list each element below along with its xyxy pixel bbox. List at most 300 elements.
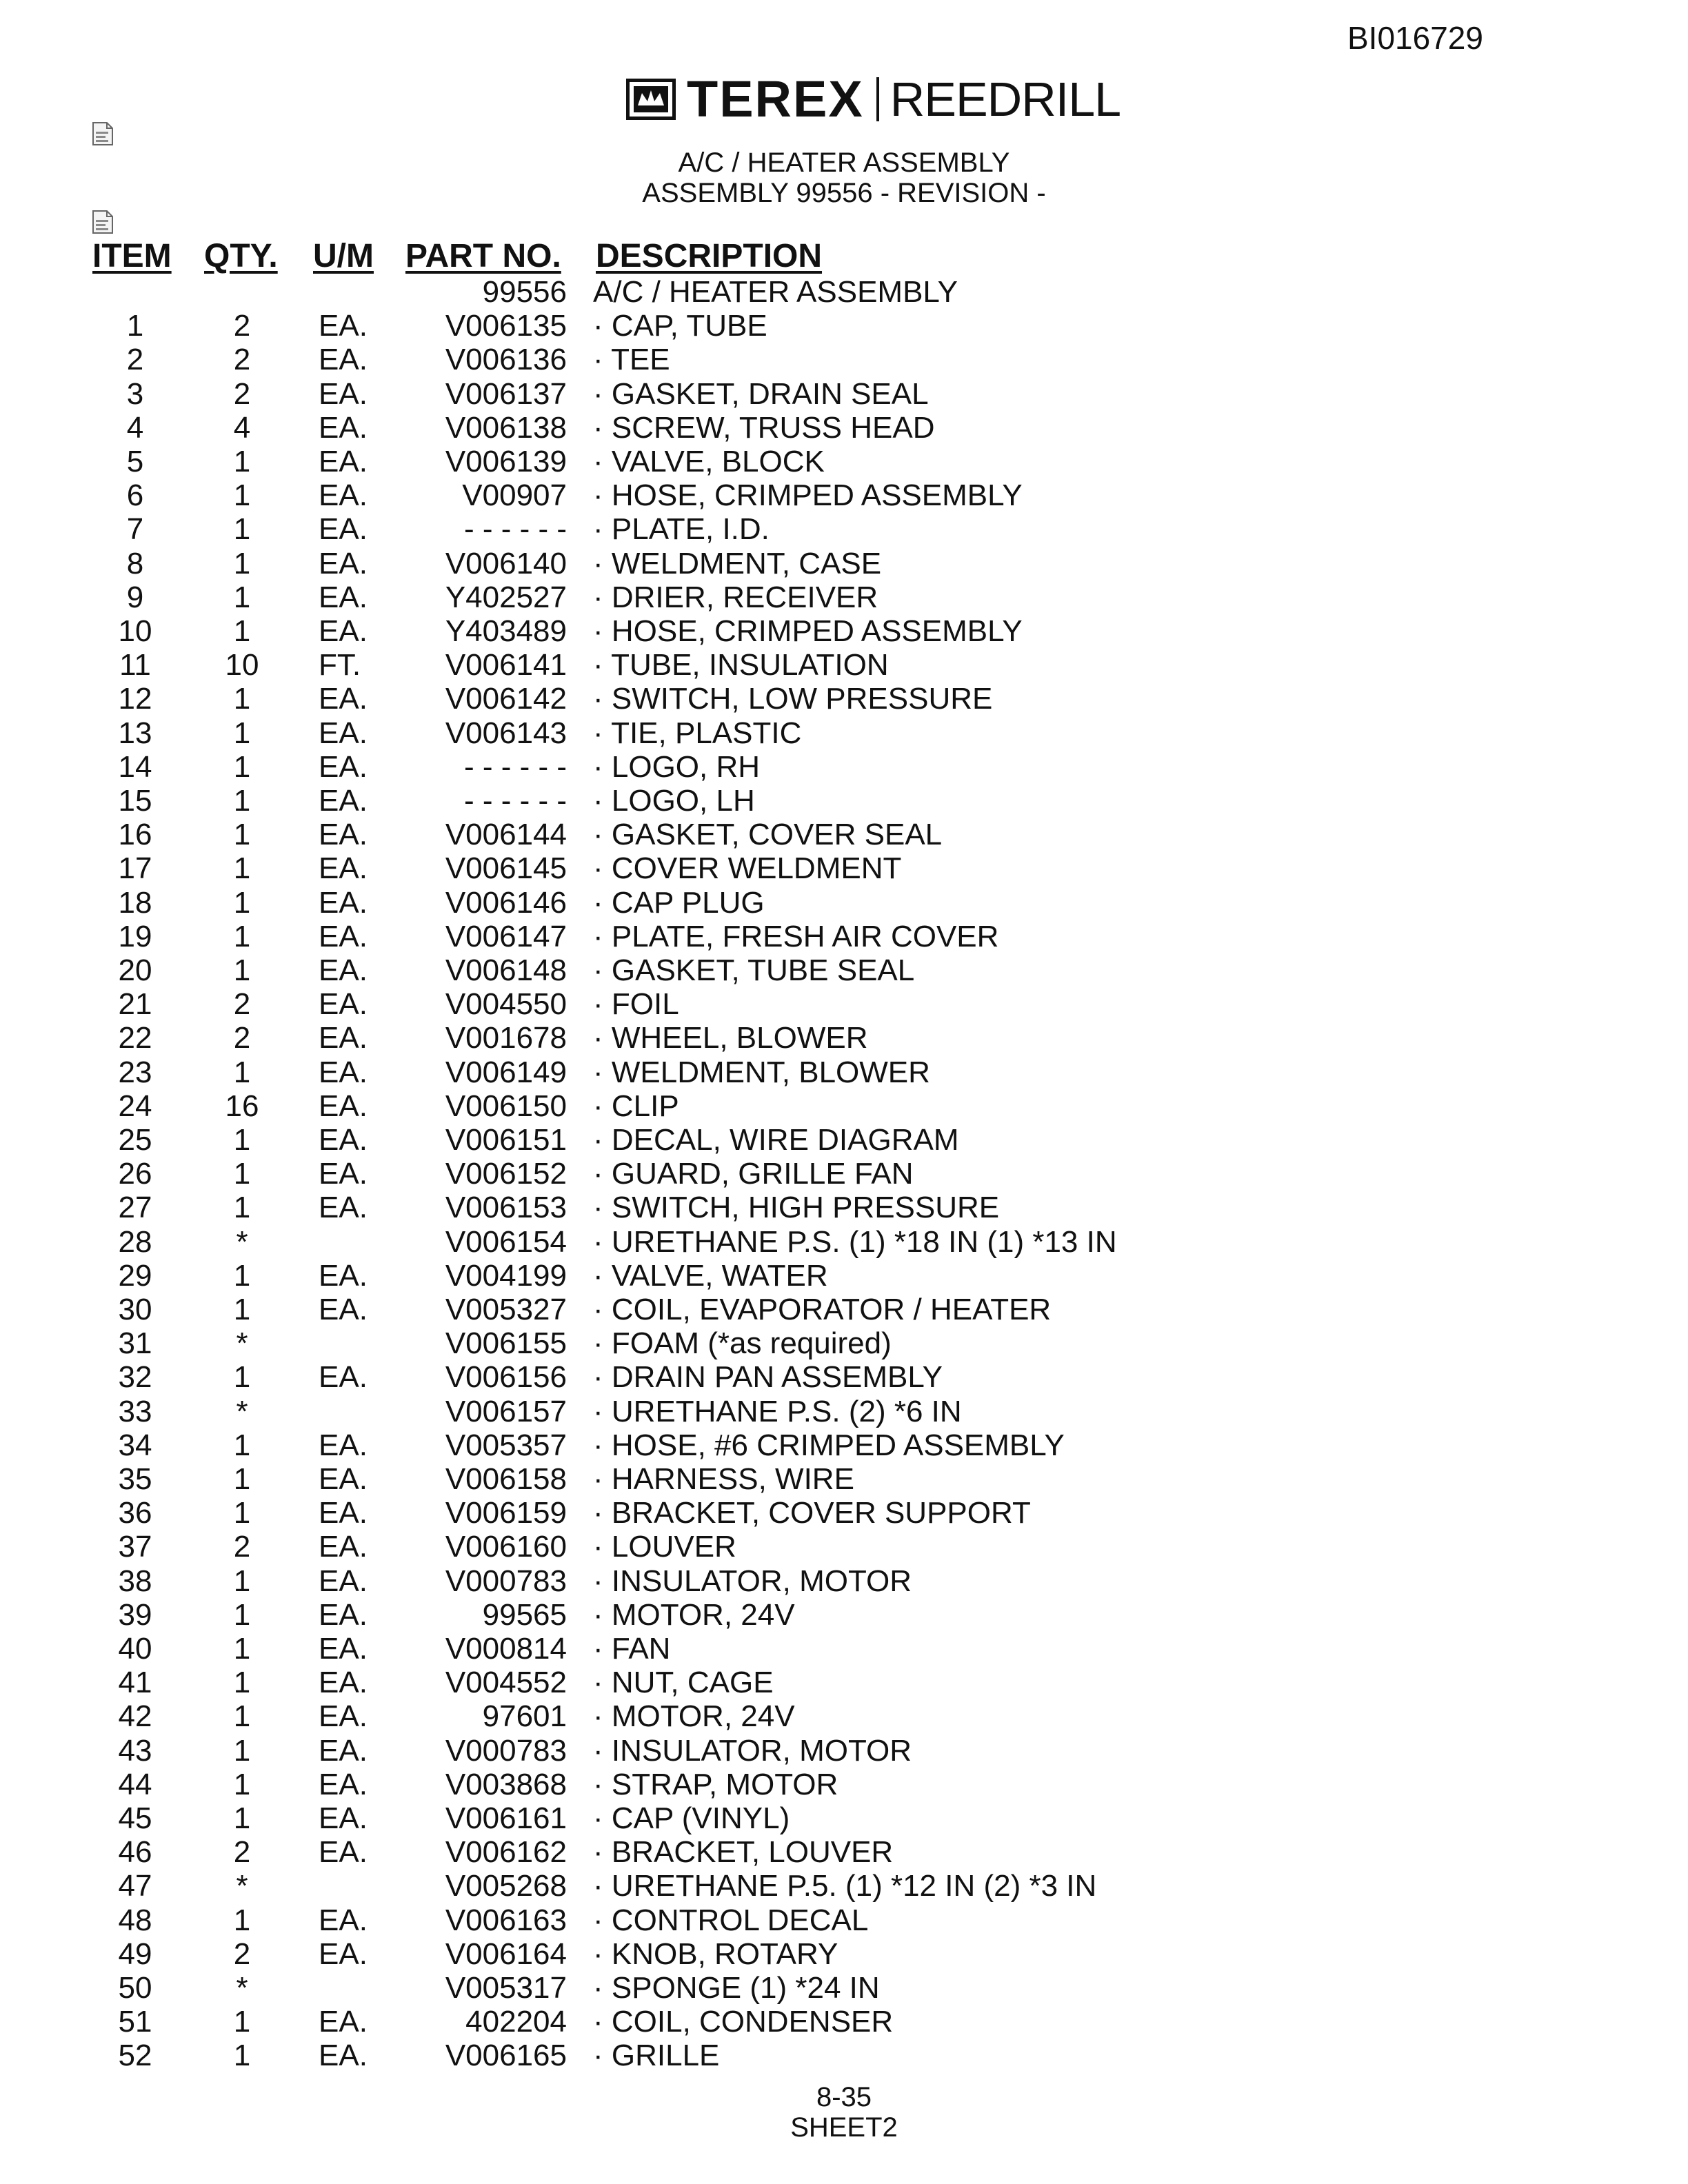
description-cell: · URETHANE P.S. (2) *6 IN bbox=[593, 1395, 962, 1428]
part-no-cell: V006157 bbox=[445, 1395, 567, 1428]
qty-cell: 1 bbox=[233, 682, 251, 716]
part-no-cell: V006163 bbox=[445, 1903, 567, 1937]
part-no-cell: V000783 bbox=[445, 1564, 567, 1598]
qty-cell: * bbox=[236, 1869, 248, 1903]
qty-cell: 1 bbox=[233, 1564, 251, 1598]
description-cell: · INSULATOR, MOTOR bbox=[593, 1564, 912, 1598]
qty-cell: 1 bbox=[233, 1734, 251, 1768]
item-cell: 26 bbox=[118, 1157, 152, 1191]
qty-cell: 10 bbox=[225, 648, 259, 682]
brand-name: TEREX bbox=[687, 70, 864, 128]
part-no-cell: V006162 bbox=[445, 1835, 567, 1869]
qty-cell: 1 bbox=[233, 1123, 251, 1157]
part-no-cell: V006138 bbox=[445, 411, 567, 445]
um-cell: EA. bbox=[319, 309, 368, 343]
um-cell: EA. bbox=[319, 1259, 368, 1293]
qty-cell: 1 bbox=[233, 716, 251, 750]
qty-cell: * bbox=[236, 1326, 248, 1360]
qty-cell: * bbox=[236, 1395, 248, 1428]
item-cell: 39 bbox=[118, 1598, 152, 1632]
item-cell: 50 bbox=[118, 1971, 152, 2005]
table-row bbox=[0, 785, 1688, 818]
part-no-cell: V006153 bbox=[445, 1191, 567, 1224]
um-cell: EA. bbox=[319, 1632, 368, 1666]
qty-cell: 1 bbox=[233, 1293, 251, 1326]
part-no-cell: V006149 bbox=[445, 1055, 567, 1089]
part-no-cell: V006137 bbox=[445, 377, 567, 411]
part-no-cell: V006139 bbox=[445, 445, 567, 478]
qty-cell: * bbox=[236, 1971, 248, 2005]
item-cell: 22 bbox=[118, 1021, 152, 1055]
item-cell: 24 bbox=[118, 1089, 152, 1123]
description-cell: · CLIP bbox=[593, 1089, 679, 1123]
part-no-cell: Y402527 bbox=[445, 580, 567, 614]
um-cell: EA. bbox=[319, 851, 368, 885]
part-no-cell: V005317 bbox=[445, 1971, 567, 2005]
qty-cell: 2 bbox=[233, 1530, 251, 1564]
qty-cell: 1 bbox=[233, 1903, 251, 1937]
item-cell: 44 bbox=[118, 1768, 152, 1801]
qty-cell: 1 bbox=[233, 750, 251, 784]
qty-cell: 2 bbox=[233, 343, 251, 376]
description-cell: · FOAM (*as required) bbox=[593, 1326, 892, 1360]
um-cell: EA. bbox=[319, 1089, 368, 1123]
item-cell: 5 bbox=[126, 445, 144, 478]
part-no-cell: V003868 bbox=[445, 1768, 567, 1801]
description-cell: · HOSE, CRIMPED ASSEMBLY bbox=[593, 478, 1023, 512]
assembly-title: A/C / HEATER ASSEMBLY bbox=[678, 148, 1010, 178]
item-cell: 20 bbox=[118, 953, 152, 987]
qty-cell: 1 bbox=[233, 1191, 251, 1224]
part-no-cell: V006135 bbox=[445, 309, 567, 343]
um-cell: EA. bbox=[319, 1699, 368, 1733]
part-no-cell: V006151 bbox=[445, 1123, 567, 1157]
um-cell: EA. bbox=[319, 920, 368, 953]
description-cell: · GUARD, GRILLE FAN bbox=[593, 1157, 914, 1191]
part-no-cell: V006155 bbox=[445, 1326, 567, 1360]
part-no-cell: V006143 bbox=[445, 716, 567, 750]
item-cell: 4 bbox=[126, 411, 144, 445]
qty-cell: 1 bbox=[233, 478, 251, 512]
part-no-cell: V006150 bbox=[445, 1089, 567, 1123]
qty-cell: 1 bbox=[233, 784, 251, 818]
part-no-cell: V006154 bbox=[445, 1225, 567, 1259]
terex-logo-icon bbox=[626, 79, 676, 120]
qty-cell: 1 bbox=[233, 1259, 251, 1293]
item-cell: 2 bbox=[126, 343, 144, 376]
description-cell: · LOGO, LH bbox=[593, 784, 755, 818]
um-cell: EA. bbox=[319, 716, 368, 750]
description-cell: · WELDMENT, CASE bbox=[593, 547, 882, 580]
description-cell: · COIL, EVAPORATOR / HEATER bbox=[593, 1293, 1052, 1326]
table-row bbox=[0, 1191, 1688, 1224]
table-row bbox=[0, 615, 1688, 648]
table-row bbox=[0, 1361, 1688, 1394]
um-cell: EA. bbox=[319, 1903, 368, 1937]
table-row bbox=[0, 1226, 1688, 1259]
part-no-cell: V006158 bbox=[445, 1462, 567, 1496]
table-row bbox=[0, 751, 1688, 784]
item-cell: 30 bbox=[118, 1293, 152, 1326]
part-no-cell: V004550 bbox=[445, 987, 567, 1021]
item-cell: 27 bbox=[118, 1191, 152, 1224]
description-cell: · URETHANE P.5. (1) *12 IN (2) *3 IN bbox=[593, 1869, 1097, 1903]
description-cell: · SPONGE (1) *24 IN bbox=[593, 1971, 880, 2005]
table-row bbox=[0, 1632, 1688, 1666]
part-no-cell: - - - - - - bbox=[463, 784, 567, 818]
item-cell: 33 bbox=[118, 1395, 152, 1428]
table-row bbox=[0, 1327, 1688, 1360]
qty-cell: 1 bbox=[233, 1428, 251, 1462]
table-row bbox=[0, 1904, 1688, 1937]
description-cell: · SCREW, TRUSS HEAD bbox=[593, 411, 935, 445]
description-cell: · LOGO, RH bbox=[593, 750, 761, 784]
item-cell: 36 bbox=[118, 1496, 152, 1530]
description-cell: · GASKET, COVER SEAL bbox=[593, 818, 943, 851]
part-no-cell: 99556 bbox=[482, 275, 567, 309]
qty-cell: 2 bbox=[233, 1835, 251, 1869]
item-cell: 14 bbox=[118, 750, 152, 784]
um-cell: EA. bbox=[319, 1666, 368, 1699]
part-no-cell: V006152 bbox=[445, 1157, 567, 1191]
description-cell: · KNOB, ROTARY bbox=[593, 1937, 838, 1971]
description-cell: · CONTROL DECAL bbox=[593, 1903, 869, 1937]
description-cell: · GASKET, DRAIN SEAL bbox=[593, 377, 929, 411]
table-row bbox=[0, 1836, 1688, 1869]
item-cell: 51 bbox=[118, 2005, 152, 2039]
um-cell: EA. bbox=[319, 1835, 368, 1869]
page-number: 8-35 bbox=[816, 2082, 872, 2112]
item-cell: 6 bbox=[126, 478, 144, 512]
terex-reedrill-logo bbox=[626, 70, 1121, 128]
table-row bbox=[0, 1565, 1688, 1598]
um-cell: EA. bbox=[319, 580, 368, 614]
part-no-cell: V006136 bbox=[445, 343, 567, 376]
table-row bbox=[0, 1429, 1688, 1462]
description-cell: · CAP PLUG bbox=[593, 886, 765, 920]
table-row bbox=[0, 479, 1688, 512]
qty-cell: 1 bbox=[233, 1632, 251, 1666]
part-no-cell: V006140 bbox=[445, 547, 567, 580]
um-cell: EA. bbox=[319, 1055, 368, 1089]
qty-cell: 1 bbox=[233, 1157, 251, 1191]
qty-cell: 1 bbox=[233, 1462, 251, 1496]
table-row bbox=[0, 343, 1688, 376]
qty-cell: 16 bbox=[225, 1089, 259, 1123]
document-id: BI016729 bbox=[1347, 20, 1483, 56]
header-part-no: PART NO. bbox=[405, 238, 561, 274]
table-row bbox=[0, 1395, 1688, 1428]
um-cell: EA. bbox=[319, 343, 368, 376]
description-cell: · INSULATOR, MOTOR bbox=[593, 1734, 912, 1768]
description-cell: · COVER WELDMENT bbox=[593, 851, 902, 885]
qty-cell: 1 bbox=[233, 1598, 251, 1632]
um-cell: EA. bbox=[319, 2005, 368, 2039]
part-no-cell: V006141 bbox=[445, 648, 567, 682]
part-no-cell: V00907 bbox=[462, 478, 567, 512]
um-cell: EA. bbox=[319, 953, 368, 987]
description-cell: · GRILLE bbox=[593, 2039, 720, 2072]
sub-brand-name: REEDRILL bbox=[890, 72, 1121, 126]
um-cell: EA. bbox=[319, 377, 368, 411]
item-cell: 7 bbox=[126, 512, 144, 546]
document-icon[interactable] bbox=[91, 210, 114, 234]
header-um: U/M bbox=[313, 238, 374, 274]
um-cell: EA. bbox=[319, 512, 368, 546]
um-cell: EA. bbox=[319, 1768, 368, 1801]
item-cell: 52 bbox=[118, 2039, 152, 2072]
description-cell: · SWITCH, LOW PRESSURE bbox=[593, 682, 993, 716]
item-cell: 16 bbox=[118, 818, 152, 851]
table-row bbox=[0, 1530, 1688, 1564]
table-row bbox=[0, 1700, 1688, 1733]
table-row bbox=[0, 920, 1688, 953]
um-cell: EA. bbox=[319, 2039, 368, 2072]
item-cell: 47 bbox=[118, 1869, 152, 1903]
qty-cell: 1 bbox=[233, 512, 251, 546]
qty-cell: 1 bbox=[233, 614, 251, 648]
item-cell: 17 bbox=[118, 851, 152, 885]
qty-cell: * bbox=[236, 1225, 248, 1259]
table-row bbox=[0, 954, 1688, 987]
part-no-cell: 99565 bbox=[482, 1598, 567, 1632]
item-cell: 12 bbox=[118, 682, 152, 716]
table-row bbox=[0, 1056, 1688, 1089]
um-cell: EA. bbox=[319, 818, 368, 851]
part-no-cell: V005327 bbox=[445, 1293, 567, 1326]
table-row bbox=[0, 1972, 1688, 2005]
qty-cell: 1 bbox=[233, 920, 251, 953]
item-cell: 43 bbox=[118, 1734, 152, 1768]
part-no-cell: V004199 bbox=[445, 1259, 567, 1293]
header-item: ITEM bbox=[92, 238, 172, 274]
item-cell: 38 bbox=[118, 1564, 152, 1598]
table-row bbox=[0, 378, 1688, 411]
qty-cell: 1 bbox=[233, 1801, 251, 1835]
um-cell: EA. bbox=[319, 1123, 368, 1157]
part-no-cell: - - - - - - bbox=[463, 750, 567, 784]
um-cell: EA. bbox=[319, 1801, 368, 1835]
qty-cell: 1 bbox=[233, 886, 251, 920]
description-cell: · HOSE, CRIMPED ASSEMBLY bbox=[593, 614, 1023, 648]
um-cell: EA. bbox=[319, 411, 368, 445]
item-cell: 49 bbox=[118, 1937, 152, 1971]
table-row bbox=[0, 1463, 1688, 1496]
table-row bbox=[0, 513, 1688, 546]
description-cell: · CAP (VINYL) bbox=[593, 1801, 790, 1835]
um-cell: EA. bbox=[319, 1021, 368, 1055]
table-row bbox=[0, 717, 1688, 750]
part-no-cell: V006147 bbox=[445, 920, 567, 953]
qty-cell: 4 bbox=[233, 411, 251, 445]
item-cell: 42 bbox=[118, 1699, 152, 1733]
item-cell: 25 bbox=[118, 1123, 152, 1157]
table-row bbox=[0, 1124, 1688, 1157]
table-row bbox=[0, 276, 1688, 309]
description-cell: · FOIL bbox=[593, 987, 679, 1021]
part-no-cell: V006160 bbox=[445, 1530, 567, 1564]
part-no-cell: V001678 bbox=[445, 1021, 567, 1055]
um-cell: EA. bbox=[319, 784, 368, 818]
table-row bbox=[0, 445, 1688, 478]
part-no-cell: 402204 bbox=[465, 2005, 567, 2039]
part-no-cell: V006159 bbox=[445, 1496, 567, 1530]
part-no-cell: V006146 bbox=[445, 886, 567, 920]
item-cell: 29 bbox=[118, 1259, 152, 1293]
qty-cell: 2 bbox=[233, 987, 251, 1021]
item-cell: 40 bbox=[118, 1632, 152, 1666]
um-cell: EA. bbox=[319, 1293, 368, 1326]
part-no-cell: V006156 bbox=[445, 1360, 567, 1394]
um-cell: EA. bbox=[319, 1598, 368, 1632]
qty-cell: 1 bbox=[233, 580, 251, 614]
um-cell: EA. bbox=[319, 478, 368, 512]
part-no-cell: V006148 bbox=[445, 953, 567, 987]
table-row bbox=[0, 887, 1688, 920]
qty-cell: 1 bbox=[233, 2039, 251, 2072]
item-cell: 37 bbox=[118, 1530, 152, 1564]
table-row bbox=[0, 2039, 1688, 2072]
qty-cell: 1 bbox=[233, 1768, 251, 1801]
table-row bbox=[0, 1293, 1688, 1326]
um-cell: EA. bbox=[319, 750, 368, 784]
um-cell: EA. bbox=[319, 682, 368, 716]
logo-divider bbox=[876, 77, 879, 121]
um-cell: EA. bbox=[319, 1360, 368, 1394]
table-row bbox=[0, 1768, 1688, 1801]
part-no-cell: V000814 bbox=[445, 1632, 567, 1666]
qty-cell: 1 bbox=[233, 1055, 251, 1089]
um-cell: EA. bbox=[319, 1191, 368, 1224]
item-cell: 46 bbox=[118, 1835, 152, 1869]
item-cell: 31 bbox=[118, 1326, 152, 1360]
qty-cell: 1 bbox=[233, 1360, 251, 1394]
description-cell: · TEE bbox=[593, 343, 670, 376]
item-cell: 18 bbox=[118, 886, 152, 920]
table-row bbox=[0, 310, 1688, 343]
table-row bbox=[0, 1090, 1688, 1123]
item-cell: 13 bbox=[118, 716, 152, 750]
description-cell: · BRACKET, LOUVER bbox=[593, 1835, 894, 1869]
description-cell: · CAP, TUBE bbox=[593, 309, 767, 343]
table-row bbox=[0, 1735, 1688, 1768]
description-cell: · DRIER, RECEIVER bbox=[593, 580, 878, 614]
table-row bbox=[0, 852, 1688, 885]
item-cell: 3 bbox=[126, 377, 144, 411]
um-cell: EA. bbox=[319, 987, 368, 1021]
description-cell: · DECAL, WIRE DIAGRAM bbox=[593, 1123, 959, 1157]
qty-cell: 2 bbox=[233, 309, 251, 343]
table-row bbox=[0, 2005, 1688, 2039]
table-row bbox=[0, 1938, 1688, 1971]
item-cell: 41 bbox=[118, 1666, 152, 1699]
part-no-cell: V000783 bbox=[445, 1734, 567, 1768]
item-cell: 45 bbox=[118, 1801, 152, 1835]
description-cell: A/C / HEATER ASSEMBLY bbox=[593, 275, 958, 309]
item-cell: 48 bbox=[118, 1903, 152, 1937]
qty-cell: 2 bbox=[233, 1021, 251, 1055]
um-cell: EA. bbox=[319, 1734, 368, 1768]
table-row bbox=[0, 682, 1688, 716]
um-cell: EA. bbox=[319, 1937, 368, 1971]
item-cell: 9 bbox=[126, 580, 144, 614]
sheet-label: SHEET2 bbox=[790, 2112, 898, 2143]
um-cell: EA. bbox=[319, 1462, 368, 1496]
um-cell: EA. bbox=[319, 614, 368, 648]
item-cell: 21 bbox=[118, 987, 152, 1021]
um-cell: FT. bbox=[319, 648, 361, 682]
table-row bbox=[0, 1260, 1688, 1293]
description-cell: · VALVE, BLOCK bbox=[593, 445, 825, 478]
description-cell: · STRAP, MOTOR bbox=[593, 1768, 838, 1801]
description-cell: · BRACKET, COVER SUPPORT bbox=[593, 1496, 1031, 1530]
description-cell: · HOSE, #6 CRIMPED ASSEMBLY bbox=[593, 1428, 1065, 1462]
description-cell: · TUBE, INSULATION bbox=[593, 648, 889, 682]
qty-cell: 1 bbox=[233, 547, 251, 580]
description-cell: · VALVE, WATER bbox=[593, 1259, 828, 1293]
um-cell: EA. bbox=[319, 1157, 368, 1191]
item-cell: 11 bbox=[119, 648, 151, 682]
um-cell: EA. bbox=[319, 547, 368, 580]
description-cell: · LOUVER bbox=[593, 1530, 736, 1564]
description-cell: · PLATE, FRESH AIR COVER bbox=[593, 920, 999, 953]
qty-cell: 1 bbox=[233, 1699, 251, 1733]
table-row bbox=[0, 818, 1688, 851]
table-row bbox=[0, 649, 1688, 682]
table-row bbox=[0, 1870, 1688, 1903]
part-no-cell: 97601 bbox=[482, 1699, 567, 1733]
description-cell: · TIE, PLASTIC bbox=[593, 716, 802, 750]
table-row bbox=[0, 1666, 1688, 1699]
description-cell: · DRAIN PAN ASSEMBLY bbox=[593, 1360, 943, 1394]
part-no-cell: V006165 bbox=[445, 2039, 567, 2072]
part-no-cell: Y403489 bbox=[445, 614, 567, 648]
part-no-cell: V006145 bbox=[445, 851, 567, 885]
table-row bbox=[0, 412, 1688, 445]
part-no-cell: V004552 bbox=[445, 1666, 567, 1699]
um-cell: EA. bbox=[319, 1564, 368, 1598]
table-row bbox=[0, 988, 1688, 1021]
description-cell: · SWITCH, HIGH PRESSURE bbox=[593, 1191, 1000, 1224]
item-cell: 35 bbox=[118, 1462, 152, 1496]
qty-cell: 1 bbox=[233, 445, 251, 478]
qty-cell: 1 bbox=[233, 953, 251, 987]
qty-cell: 1 bbox=[233, 851, 251, 885]
table-row bbox=[0, 1497, 1688, 1530]
item-cell: 10 bbox=[118, 614, 152, 648]
item-cell: 15 bbox=[118, 784, 152, 818]
table-row bbox=[0, 1599, 1688, 1632]
table-row bbox=[0, 1157, 1688, 1191]
um-cell: EA. bbox=[319, 1496, 368, 1530]
item-cell: 8 bbox=[126, 547, 144, 580]
description-cell: · GASKET, TUBE SEAL bbox=[593, 953, 915, 987]
part-no-cell: V006144 bbox=[445, 818, 567, 851]
item-cell: 19 bbox=[118, 920, 152, 953]
description-cell: · HARNESS, WIRE bbox=[593, 1462, 854, 1496]
item-cell: 23 bbox=[118, 1055, 152, 1089]
item-cell: 1 bbox=[126, 309, 144, 343]
description-cell: · WHEEL, BLOWER bbox=[593, 1021, 868, 1055]
item-cell: 32 bbox=[118, 1360, 152, 1394]
um-cell: EA. bbox=[319, 886, 368, 920]
document-icon[interactable] bbox=[91, 121, 114, 146]
um-cell: EA. bbox=[319, 1530, 368, 1564]
qty-cell: 2 bbox=[233, 377, 251, 411]
um-cell: EA. bbox=[319, 1428, 368, 1462]
description-cell: · FAN bbox=[593, 1632, 671, 1666]
item-cell: 34 bbox=[118, 1428, 152, 1462]
